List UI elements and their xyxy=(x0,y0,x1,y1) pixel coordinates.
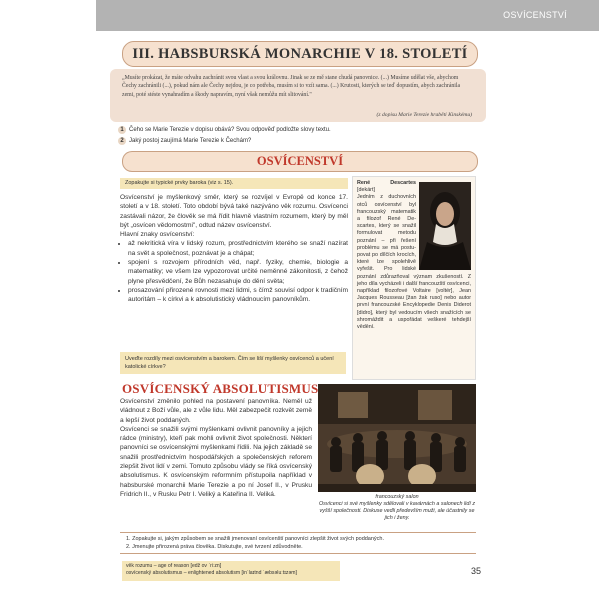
absolutism-paragraph-2: Osvícenci se snažili svými myšlenkami ovlivnit panovníky a jejich rádce (ministry), kteří pak mohli ovlivnit život společnosti. Některí panovníci se osvícenskými myšlenkami řídili. Na jejich základě se snažili prostřednictvím hospodářských a společenských reforem zlepšit život lidí v zemi. Tomuto způsobu vlády se říká osvícenský absolutismus. K osvícenským reformním přístupoila například v habsburské monarchii Marie Terezie a po ní Josef II., v Prusku Fridrich II., v Rusku Petr I. Veliký a Kateřina II. Veliká. xyxy=(120,425,312,498)
tasks-box xyxy=(120,532,476,554)
glossary-box xyxy=(122,561,340,581)
question-number: 2 xyxy=(118,137,126,145)
running-header: OSVÍCENSTVÍ xyxy=(503,10,567,20)
glossary-item: osvícenský absolutismus – enlightened absolutism [inˈlaɪtnd ˈæbsəluːtɪzəm] xyxy=(126,570,297,577)
enlightenment-paragraph: Osvícenství je myšlenkový směr, který se rozvíjel v Evropě od konce 17. století a v 18. století. Toto období bývá také nazýváno věk rozumu. Osvícenci zastávali názor, že člověk se má řídit hlavně vlastním rozumem, který by měl být „osvícen vědomostmi", odtud název osvícenství. xyxy=(120,194,348,229)
traits-heading: Hlavní znaky osvícenství: xyxy=(120,231,195,239)
question-number: 1 xyxy=(118,126,126,134)
question-text: Jaký postoj zaujímá Marie Terezie k Čechám? xyxy=(129,138,252,144)
descartes-box xyxy=(352,176,476,380)
list-item: • až nekritická víra v lidský rozum, prostřednictvím kterého se snaží nazírat na svět a společnost, poznávat je a chápat; xyxy=(128,239,348,258)
painting-caption: francouzský salon Osvícenci si své myšlenky sdělovali v kavárnách a salonech lidí z vyšší společnosti. Diskuse vedli především muži, ale účastnily se jich i ženy. xyxy=(318,494,476,521)
quote-text: „Musíte prokázat, že máte odvahu zachránit svou vlast a svou královnu. Jinak se ze mě stane chudá panovnice. (...) Musíme udělat vše, abychom Čechy zachránili (...), pokud nám ale Čechy nejdou, je co potřeba, musím si to vzít sama. (...) Krutosti, kterých se teď dopustím, abych zachránila zemi, poté stéste vynahradím a škody napravím, nyní však nemůžu mít slitování." xyxy=(122,75,461,98)
absolutism-paragraph-1: Osvícenství změnilo pohled na postavení panovníka. Neměl už vládnout z Boží vůle, ale z vůle lidu. Měl zabezpečit rozkvět země a lepší život poddaných. xyxy=(120,398,312,424)
task-item: 2. Jmenujte přirozená práva člověka. Diskutujte, své tvrzení zdůvodněte. xyxy=(126,544,303,550)
list-item: • spojení s rozvojem přírodních věd, např. fyziky, chemie, biologie a matematiky; ve všem lze vypozorovat určité neměnné zákonitosti, z čehož plyne přesvědčení, že Bůh nezasahuje do dění světa; xyxy=(128,258,348,286)
question-text: Čeho se Marie Terezie v dopisu obává? Svou odpověď podložte slovy textu. xyxy=(129,127,331,133)
glossary-item: věk rozumu – age of reason [edž ov ˈriːzn] xyxy=(126,563,222,569)
task-item: 1. Zopakujte si, jakým způsobem se snažili jmenovaní osvícenští panovníci zlepšit život svých poddaných. xyxy=(126,536,385,542)
portrait-image xyxy=(419,182,471,270)
header-band xyxy=(96,0,599,31)
page-number: 35 xyxy=(471,566,482,576)
section-title: OSVÍCENSTVÍ xyxy=(122,151,478,172)
descartes-name: René Descartes xyxy=(357,180,416,186)
descartes-text: Jedním z duchovních otců osvícenství byl francouzský matematik a filozof René Descartes, který se snažil formulovat metodu poznání – při řešení problému se má postupovat po dílčích krocích, které lze spolehlivě vyřešit. Pro lidské poznání zdůrazňoval význam zkušeností. Z jeho díla vycházeli i další francouzští osvícenci, například filozofové Voltaire [voltér], Jean Jacques Rousseau [žan žak ruso] nebo autor první francouzské Encyklopedie Denis Diderot [didro], který byl vedoucím všech snažících se shromáždit a uspořádat veškeré tehdejší vědění. xyxy=(357,194,471,331)
list-item: • prosazování přirozené rovnosti mezi lidmi, s čímž souvisí odpor k tradičním autoritám – k církvi a k absolutistický vládnoucím panovníkům. xyxy=(128,286,348,305)
question-2 xyxy=(118,137,251,145)
descartes-pronunciation: [dekárt] xyxy=(357,187,375,194)
absolutism-title: OSVÍCENSKÝ ABSOLUTISMUS xyxy=(122,381,319,396)
note-baroque: Zopakujte si typické prvky baroka (viz s. 15). xyxy=(120,178,348,189)
question-1 xyxy=(118,126,331,134)
source-quote xyxy=(110,69,486,122)
descartes-portrait xyxy=(419,182,471,270)
traits-list xyxy=(120,239,348,304)
salon-painting xyxy=(318,384,476,492)
enlightenment-text xyxy=(120,193,348,305)
absolutism-text xyxy=(120,397,312,499)
salon-image xyxy=(318,384,476,492)
quote-source: (z dopisu Marie Terezie hraběti Kinskému) xyxy=(376,111,472,118)
chapter-title: III. HABSBURSKÁ MONARCHIE V 18. STOLETÍ xyxy=(122,41,478,67)
note-differences: Uveďte rozdíly mezi osvícenstvím a barokem. Čím se liší myšlenky osvícenců a učení katolické církve? xyxy=(120,352,346,374)
